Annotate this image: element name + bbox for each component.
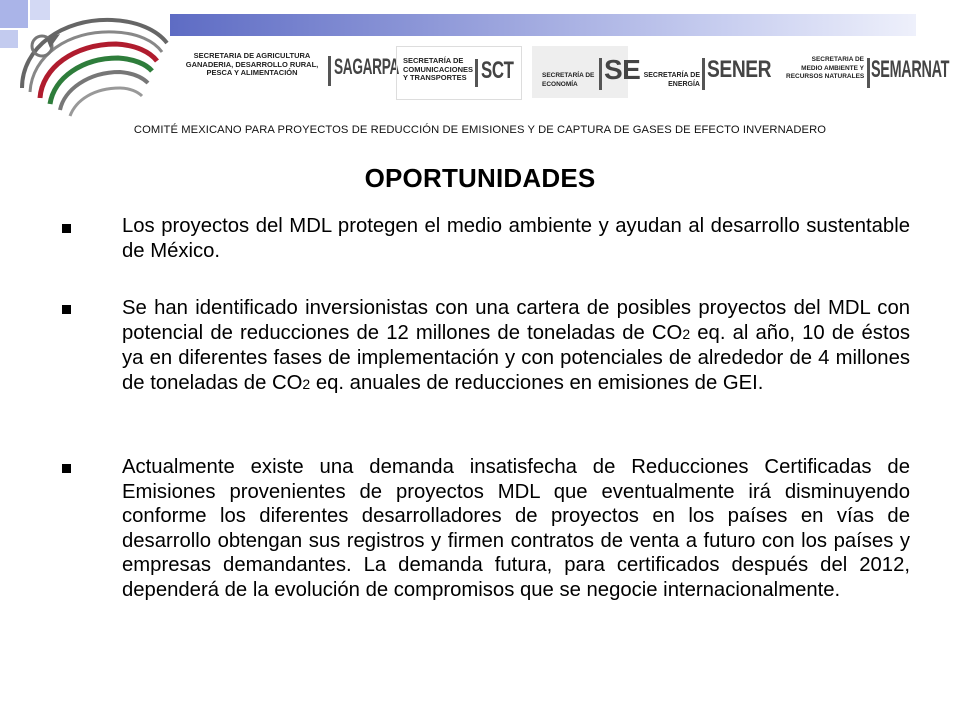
logo-economia: SECRETARÍA DE ECONOMÍA SE	[532, 46, 628, 98]
bullet-marker	[62, 464, 71, 473]
subscript-2: 2	[302, 375, 311, 392]
header-gradient-bar	[170, 14, 916, 36]
committee-name: COMITÉ MEXICANO PARA PROYECTOS DE REDUCCIÓN DE EMISIONES Y DE CAPTURA DE GASES DE EFECTO INVERNADERO	[133, 124, 827, 136]
bullet-text-1: Los proyectos del MDL protegen el medio ambiente y ayudan al desarrollo sustentable de México.	[122, 215, 910, 262]
bullet-marker	[62, 224, 71, 233]
logo-sct: SECRETARÍA DE COMUNICACIONES Y TRANSPORTES SCT	[396, 46, 522, 100]
bullet-text-2: Se han identificado inversionistas con una cartera de posibles proyectos del MDL con potencial de reducciones de 12 millones de toneladas de CO2 eq. al año, 10 de éstos ya en diferentes fases de implementación y con potenciales de alrededor de 4 millones de toneladas de CO2 eq. anuales de reducciones en emisiones de GEI.	[122, 297, 911, 394]
bullet-marker	[62, 305, 71, 314]
government-eagle-emblem	[2, 8, 172, 128]
logo-semarnat: SECRETARIA DE MEDIO AMBIENTE Y RECURSOS NATURALES SEMARNAT	[786, 46, 946, 98]
bullet-text-3: Actualmente existe una demanda insatisfecha de Reducciones Certificadas de Emisiones provenientes de proyectos MDL que eventualmente irá disminuyendo conforme los diferentes desarrolladores de proyectos en los países en vías de desarrollo obtengan sus registros y firmen contratos de venta a futuro con los países y empresas demandantes. La demanda futura, para certificados después del 2012, dependerá de la evolución de compromisos que se negocie internacionalmente.	[122, 456, 910, 601]
subscript-2: 2	[682, 325, 691, 342]
logo-sagarpa: SECRETARIA DE AGRICULTURA GANADERIA, DESARROLLO RURAL, PESCA Y ALIMENTACIÓN SAGARPA	[176, 46, 386, 96]
logo-sener: SECRETARÍA DE ENERGÍA SENER	[630, 46, 756, 98]
slide-title: OPORTUNIDADES	[364, 163, 596, 193]
